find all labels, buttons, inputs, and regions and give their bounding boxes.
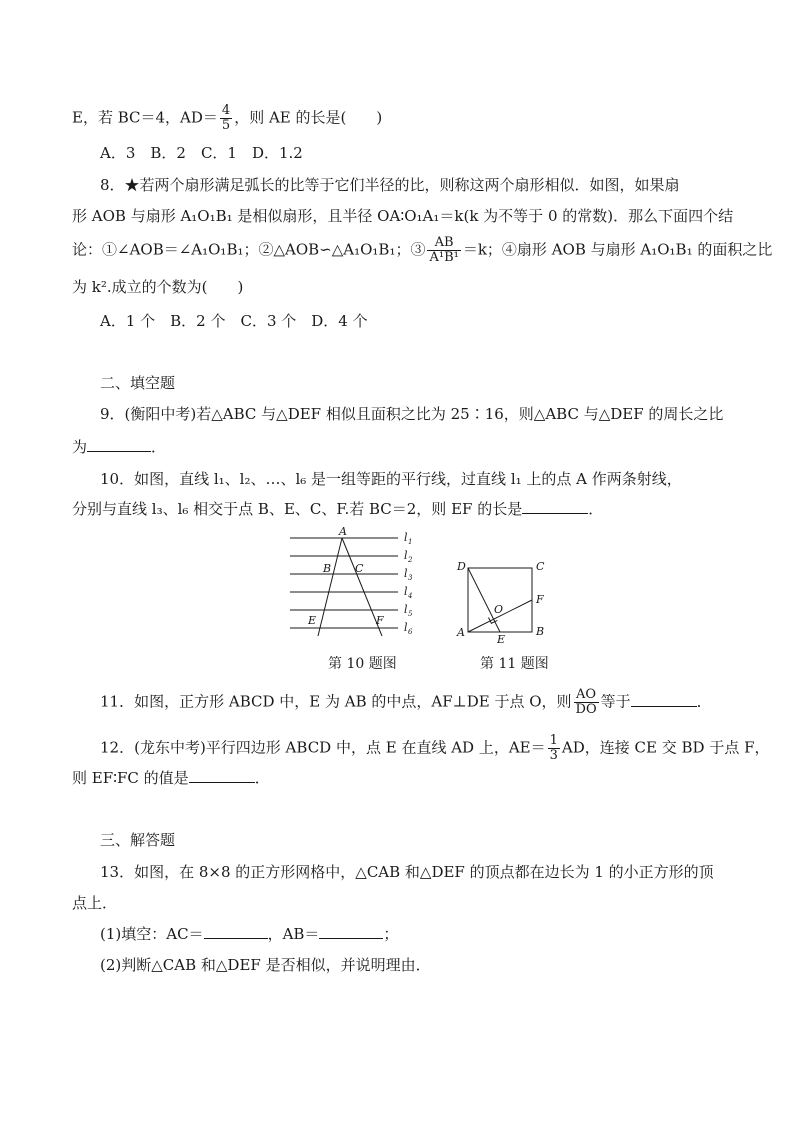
q9-line2-prefix: 为 [72,438,88,456]
q8-line3-prefix: 论：①∠AOB＝∠A₁O₁B₁；②△AOB∽△A₁O₁B₁；③ [72,240,426,259]
q7-stem-tail [72,104,732,133]
fig10-label-l4: l [404,585,408,598]
q10-line2-suffix: ． [588,500,604,518]
fig11-label-E: E [497,633,506,644]
q12-answer-blank[interactable] [189,768,255,783]
q10-line1: 10．如图，直线 l₁、l₂、…、l₆ 是一组等距的平行线，过直线 l₁ 上的点 A 作两条射线， [100,470,682,488]
figure-10-caption: 第 10 题图 [328,656,397,672]
q8-line1: 8．★若两个扇形满足弧长的比等于它们半径的比，则称这两个扇形相似．如图，如果扇 [100,176,680,194]
q7-suffix: ，则 AE 的长是( ) [234,108,383,127]
q12-fraction [548,734,560,763]
section-answer-title: 三、解答题 [100,831,176,849]
q7-frac-den: 5 [221,118,231,133]
q13-part1 [100,923,760,945]
fig10-label-A: A [339,526,347,538]
q13-line1: 13．如图，在 8×8 的正方形网格中，△CAB 和△DEF 的顶点都在边长为 1 的小正方形的顶 [100,863,714,881]
fig11-label-O: O [494,603,504,616]
q8-line3 [72,235,773,265]
q7-fraction [220,104,232,133]
figure-11-caption: 第 11 题图 [480,656,549,672]
fig10-label-l6: l [404,621,408,634]
q12-frac-num: 1 [549,733,558,748]
q13-line2: 点上． [72,894,118,912]
q9-line2 [72,436,732,458]
q7-frac-num: 4 [221,103,231,118]
q13-part1-prefix: (1)填空：AC＝ [100,925,204,943]
q12-line2 [72,767,732,789]
q7-prefix: E，若 BC＝4，AD＝ [72,108,218,127]
q9-line1: 9．(衡阳中考)若△ABC 与△DEF 相似且面积之比为 25∶16，则△ABC 与△DEF 的周长之比 [100,405,724,423]
q13-part2: (2)判断△CAB 和△DEF 是否相似，并说明理由． [100,956,431,974]
q12-frac-den: 3 [549,748,558,763]
fig10-label-l3: l [404,567,408,580]
fig10-sub-1: 1 [408,538,413,546]
q8-frac-num: AB [427,236,460,251]
fig11-label-C: C [536,560,545,573]
q7-options: A．3 B．2 C．1 D．1.2 [100,144,303,162]
q12-line1 [100,733,770,763]
fig10-sub-4: 4 [408,592,413,600]
fig11-label-A: A [457,626,465,639]
fig10-label-C: C [355,562,364,575]
fig10-sub-3: 3 [408,574,413,582]
fig10-sub-5: 5 [408,610,413,618]
q11-frac-num: AO [574,688,599,703]
q8-options: A．1 个 B．2 个 C．3 个 D．4 个 [100,312,368,330]
q8-line3-suffix: ＝k；④扇形 AOB 与扇形 A₁O₁B₁ 的面积之比 [462,240,773,259]
q8-frac-den: A¹B¹ [429,250,459,265]
q12-line2-suffix: ． [254,769,270,787]
fig10-sub-6: 6 [408,628,413,636]
q12-suffix: AD，连接 CE 交 BD 于点 F， [561,738,770,757]
q11-line [100,688,760,717]
fig11-label-B: B [536,625,545,638]
q12-prefix: 12．(龙东中考)平行四边形 ABCD 中，点 E 在直线 AD 上，AE＝ [100,738,546,757]
fig10-sub-2: 2 [408,556,413,564]
q10-answer-blank[interactable] [522,499,588,514]
fig10-label-F: F [376,614,384,627]
section-fill-in-title: 二、填空题 [100,374,176,392]
q11-suffix: 等于 [600,692,631,711]
q11-frac-den: DO [575,702,597,717]
q9-line2-suffix: ． [151,438,167,456]
fig10-label-B: B [323,562,332,575]
fig11-label-D: D [457,560,466,573]
q8-line4: 为 k².成立的个数为( ) [72,278,244,296]
q10-line2-prefix: 分别与直线 l₃、l₆ 相交于点 B、E、C、F.若 BC＝2，则 EF 的长是 [72,500,523,518]
figure-10-parallel-lines [284,526,424,644]
q13-part1-suffix: ； [383,925,399,943]
q10-line2 [72,498,732,520]
q13-part1-mid: ，AB＝ [267,925,320,943]
q8-line2: 形 AOB 与扇形 A₁O₁B₁ 是相似扇形，且半径 OA∶O₁A₁＝k(k 为不等于 0 的常数)．那么下面四个结 [72,207,734,225]
figure-11-square [452,556,556,644]
q9-answer-blank[interactable] [87,437,151,452]
q11-fraction [574,688,599,717]
q13-ab-blank[interactable] [319,924,383,939]
fig10-label-l2: l [404,549,408,562]
q11-prefix: 11．如图，正方形 ABCD 中，E 为 AB 的中点，AF⊥DE 于点 O，则 [100,692,572,711]
fig10-label-E: E [308,614,317,627]
fig10-label-l1: l [404,531,408,544]
q11-answer-blank[interactable] [631,692,697,707]
q11-end: ． [696,692,712,711]
q13-ac-blank[interactable] [204,924,268,939]
fig10-label-l5: l [404,603,408,616]
fig11-label-F: F [536,593,544,606]
q12-line2-prefix: 则 EF∶FC 的值是 [72,769,189,787]
q8-fraction [427,236,460,265]
